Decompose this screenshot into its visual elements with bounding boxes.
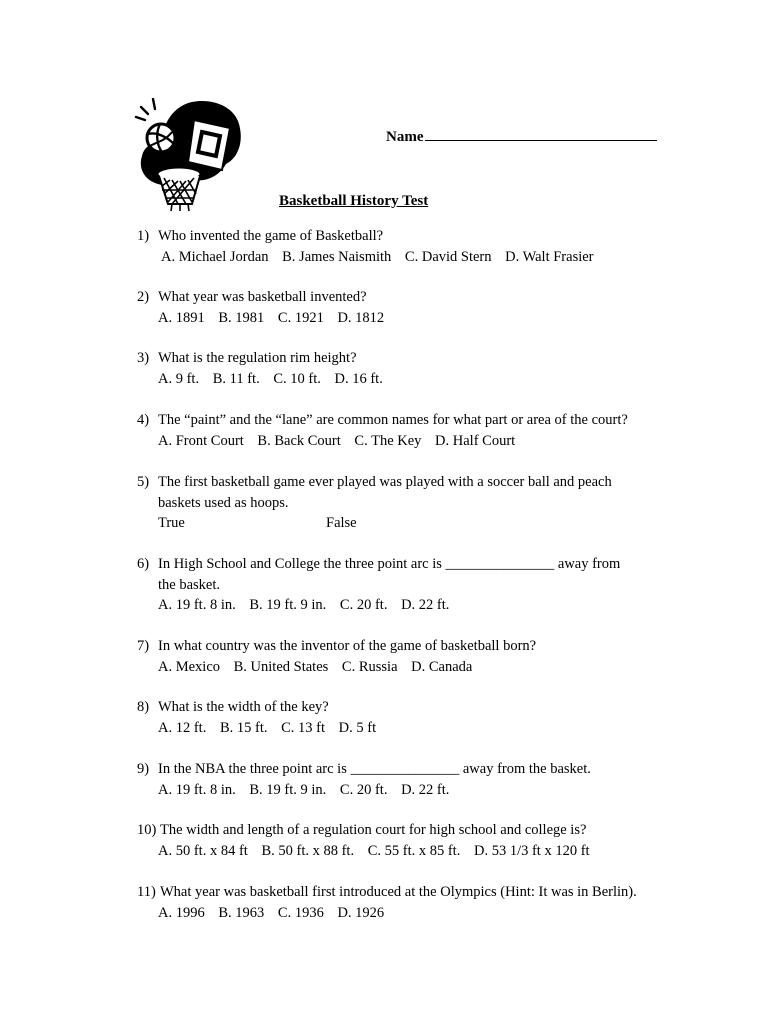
option-b[interactable]: B. 15 ft. [219,719,268,736]
question-8 [137,697,386,738]
question-7 [137,636,536,677]
question-number: 1) [137,228,150,244]
option-c[interactable]: C. David Stern [404,248,492,265]
question-text: Who invented the game of Basketball? [158,228,384,244]
option-b[interactable]: B. 19 ft. 9 in. [249,781,327,798]
option-c[interactable]: C. 13 ft [281,719,326,736]
question-number: 3) [137,350,150,366]
question-number: 4) [137,412,150,428]
option-b[interactable]: B. 11 ft. [212,370,260,387]
question-2 [137,287,394,328]
name-blank-line[interactable] [425,126,657,141]
question-4 [137,410,628,451]
question-text: In High School and College the three point arc is _______________ away from [158,556,621,572]
option-a[interactable]: A. 19 ft. 8 in. [158,781,236,798]
option-a[interactable]: A. Michael Jordan [161,248,269,265]
question-text: The width and length of a regulation court for high school and college is? [160,822,587,838]
option-a[interactable]: A. 1996 [158,904,205,921]
answer-options [137,841,600,862]
question-6 [137,554,620,616]
option-b[interactable]: B. James Naismith [282,248,392,265]
question-text: In the NBA the three point arc is _______________ away from the basket. [158,761,591,777]
option-false[interactable]: False [326,515,357,531]
question-text: The first basketball game ever played was played with a soccer ball and peach [158,474,612,490]
name-label: Name [386,129,424,145]
answer-options [137,431,628,452]
question-text-continued: the basket. [158,576,221,593]
question-text: What is the regulation rim height? [158,350,357,366]
option-d[interactable]: D. 16 ft. [334,370,383,387]
option-d[interactable]: D. Walt Frasier [505,248,594,265]
question-number: 10) [137,822,157,838]
question-3 [137,348,393,389]
option-d[interactable]: D. Canada [411,658,473,675]
question-number: 5) [137,474,150,490]
question-number: 2) [137,289,150,305]
answer-options [137,247,604,268]
option-b[interactable]: B. 1981 [218,309,265,326]
option-c[interactable]: C. 10 ft. [273,370,321,387]
question-9 [137,759,591,800]
option-c[interactable]: C. 1936 [277,904,324,921]
option-a[interactable]: A. 9 ft. [158,370,200,387]
question-10 [137,820,600,861]
option-b[interactable]: B. Back Court [257,432,341,449]
question-text-continued: baskets used as hoops. [158,494,289,511]
basketball-hoop-clipart [134,98,246,212]
question-number: 8) [137,699,150,715]
option-b[interactable]: B. 50 ft. x 88 ft. [261,842,355,859]
option-d[interactable]: D. 53 1/3 ft x 120 ft [473,842,590,859]
answer-options [137,903,637,924]
answer-options [137,369,393,390]
option-a[interactable]: A. 50 ft. x 84 ft [158,842,248,859]
question-text: In what country was the inventor of the game of basketball born? [158,638,537,654]
test-title: Basketball History Test [279,193,429,209]
answer-options [137,718,386,739]
option-d[interactable]: D. Half Court [435,432,516,449]
question-number: 9) [137,761,150,777]
answer-options [137,308,394,329]
option-a[interactable]: A. 1891 [158,309,205,326]
option-d[interactable]: D. 1812 [337,309,385,326]
option-c[interactable]: C. 1921 [277,309,324,326]
option-b[interactable]: B. 1963 [218,904,265,921]
question-number: 6) [137,556,150,572]
option-d[interactable]: D. 22 ft. [401,597,450,613]
option-d[interactable]: D. 1926 [337,904,385,921]
question-1 [137,226,604,267]
option-a[interactable]: A. 19 ft. 8 in. [158,597,236,613]
question-11 [137,882,637,923]
question-text: What is the width of the key? [158,699,329,715]
option-c[interactable]: C. 20 ft. [339,781,388,798]
answer-options [137,657,536,678]
question-number: 7) [137,638,150,654]
question-text: What year was basketball first introduced at the Olympics (Hint: It was in Berlin). [160,884,637,900]
option-c[interactable]: C. 55 ft. x 85 ft. [367,842,461,859]
option-a[interactable]: A. Mexico [158,658,221,675]
answer-options [137,513,612,534]
option-a[interactable]: A. 12 ft. [158,719,207,736]
option-d[interactable]: D. 5 ft [338,719,377,736]
option-c[interactable]: C. 20 ft. [339,597,388,613]
option-b[interactable]: B. United States [233,658,329,675]
question-text: What year was basketball invented? [158,289,367,305]
answer-options [137,780,591,801]
option-true[interactable]: True [158,515,185,531]
option-a[interactable]: A. Front Court [158,432,244,449]
question-number: 11) [137,884,156,900]
option-d[interactable]: D. 22 ft. [401,781,450,798]
option-c[interactable]: C. The Key [354,432,422,449]
option-c[interactable]: C. Russia [341,658,398,675]
answer-options [137,595,620,616]
option-b[interactable]: B. 19 ft. 9 in. [249,597,327,613]
question-5 [137,472,612,534]
question-text: The “paint” and the “lane” are common names for what part or area of the court? [158,412,628,428]
name-field[interactable] [386,126,657,146]
